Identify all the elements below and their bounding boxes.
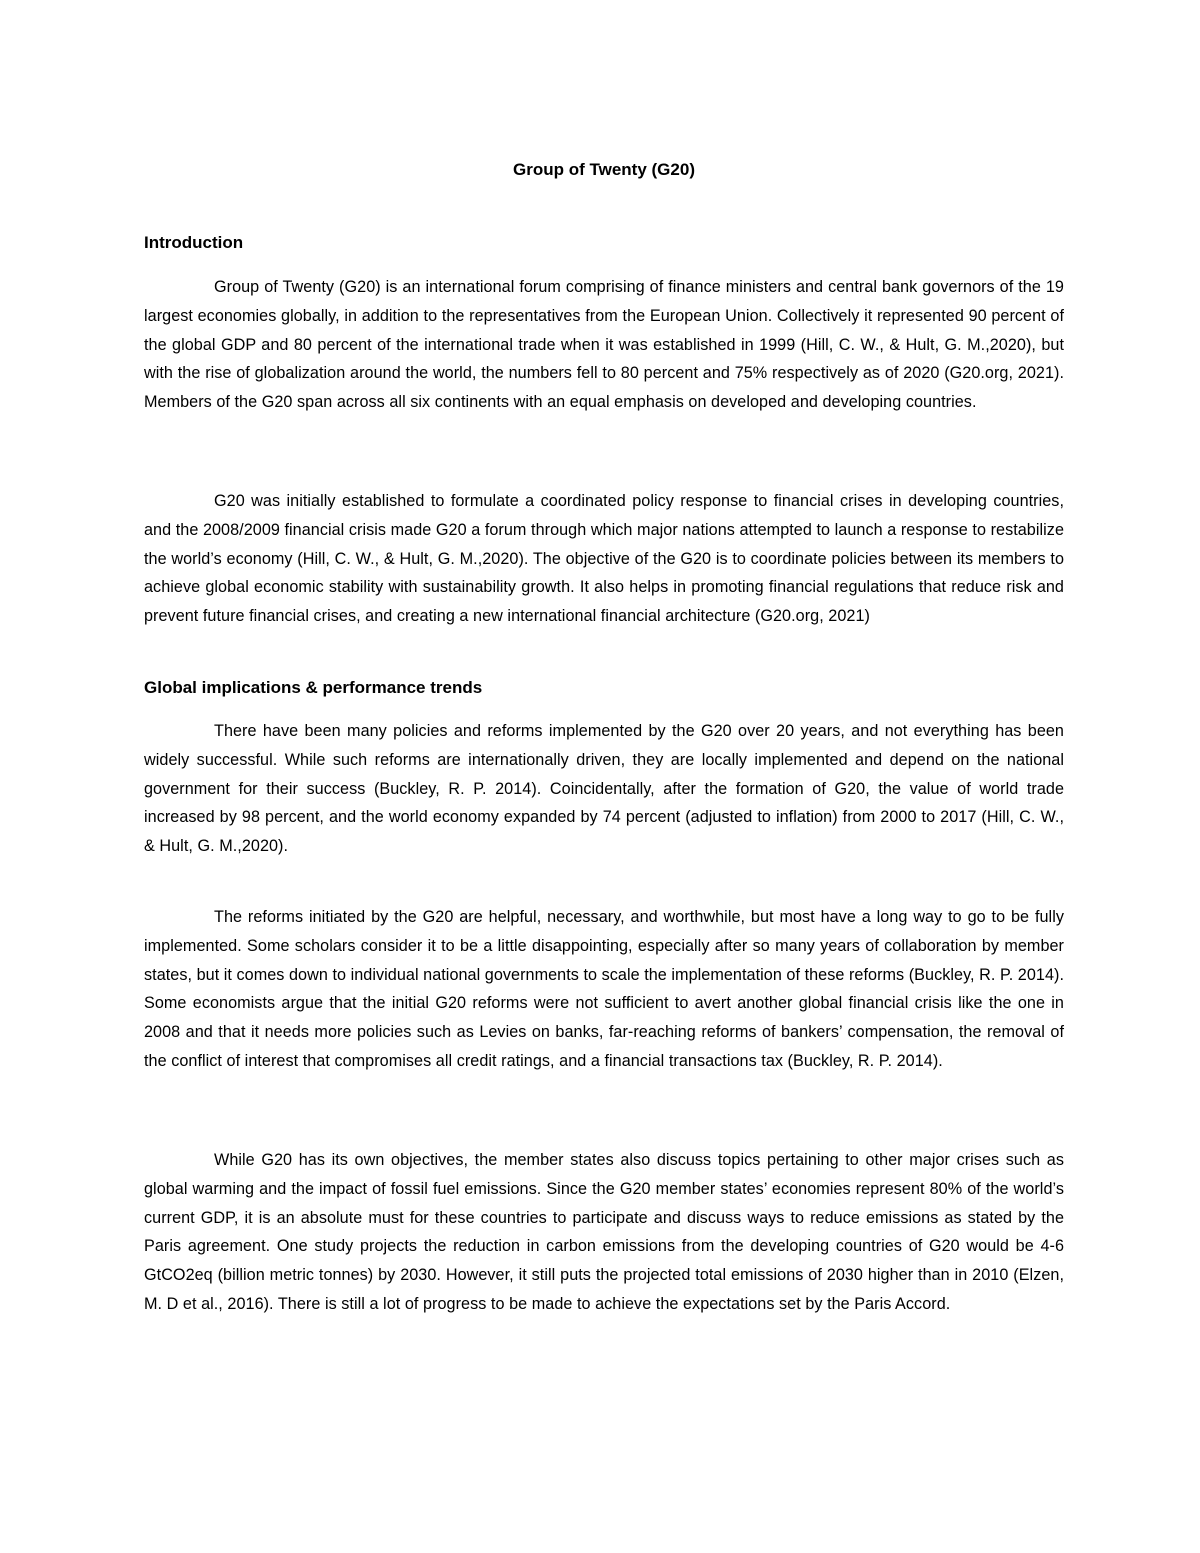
document-page — [144, 0, 1064, 1553]
paragraph: The reforms initiated by the G20 are helpful, necessary, and worthwhile, but most have a long way to go to be fully implemented. Some scholars consider it to be a little disappointing, especially after so many years of collaboration by member states, but it comes down to individual national governments to scale the implementation of these reforms (Buckley, R. P. 2014). Some economists argue that the initial G20 reforms were not sufficient to avert another global financial crisis like the one in 2008 and that it needs more policies such as Levies on banks, far-reaching reforms of bankers’ compensation, the removal of the conflict of interest that compromises all credit ratings, and a financial transactions tax (Buckley, R. P. 2014). — [144, 908, 1064, 1070]
document-title: Group of Twenty (G20) — [513, 160, 695, 180]
paragraph: Group of Twenty (G20) is an international forum comprising of finance ministers and central bank governors of the 19 largest economies globally, in addition to the representatives from the European Union. Collectively it represented 90 percent of the global GDP and 80 percent of the international trade when it was established in 1999 (Hill, C. W., & Hult, G. M.,2020), but with the rise of globalization around the world, the numbers fell to 80 percent and 75% respectively as of 2020 (G20.org, 2021). Members of the G20 span across all six continents with an equal emphasis on developed and developing countries. — [144, 278, 1064, 412]
paragraph: While G20 has its own objectives, the member states also discuss topics pertaining to other major crises such as global warming and the impact of fossil fuel emissions. Since the G20 member states’ economies represent 80% of the world’s current GDP, it is an absolute must for these countries to participate and discuss ways to reduce emissions as stated by the Paris agreement. One study projects the reduction in carbon emissions from the developing countries of G20 would be 4-6 GtCO2eq (billion metric tonnes) by 2030. However, it still puts the projected total emissions of 2030 higher than in 2010 (Elzen, M. D et al., 2016). There is still a lot of progress to be made to achieve the expectations set by the Paris Accord. — [144, 1151, 1064, 1313]
section-heading-global-implications: Global implications & performance trends — [144, 678, 483, 697]
paragraph: There have been many policies and reforms implemented by the G20 over 20 years, and not everything has been widely successful. While such reforms are internationally driven, they are locally implemented and depend on the national government for their success (Buckley, R. P. 2014). Coincidentally, after the formation of G20, the value of world trade increased by 98 percent, and the world economy expanded by 74 percent (adjusted to inflation) from 2000 to 2017 (Hill, C. W., & Hult, G. M.,2020). — [144, 722, 1064, 856]
paragraph: G20 was initially established to formulate a coordinated policy response to financial crises in developing countries, and the 2008/2009 financial crisis made G20 a forum through which major nations attempted to launch a response to restabilize the world’s economy (Hill, C. W., & Hult, G. M.,2020). The objective of the G20 is to coordinate policies between its members to achieve global economic stability with sustainability growth. It also helps in promoting financial regulations that reduce risk and prevent future financial crises, and creating a new international financial architecture (G20.org, 2021) — [144, 492, 1064, 626]
section-heading-introduction: Introduction — [144, 233, 244, 252]
